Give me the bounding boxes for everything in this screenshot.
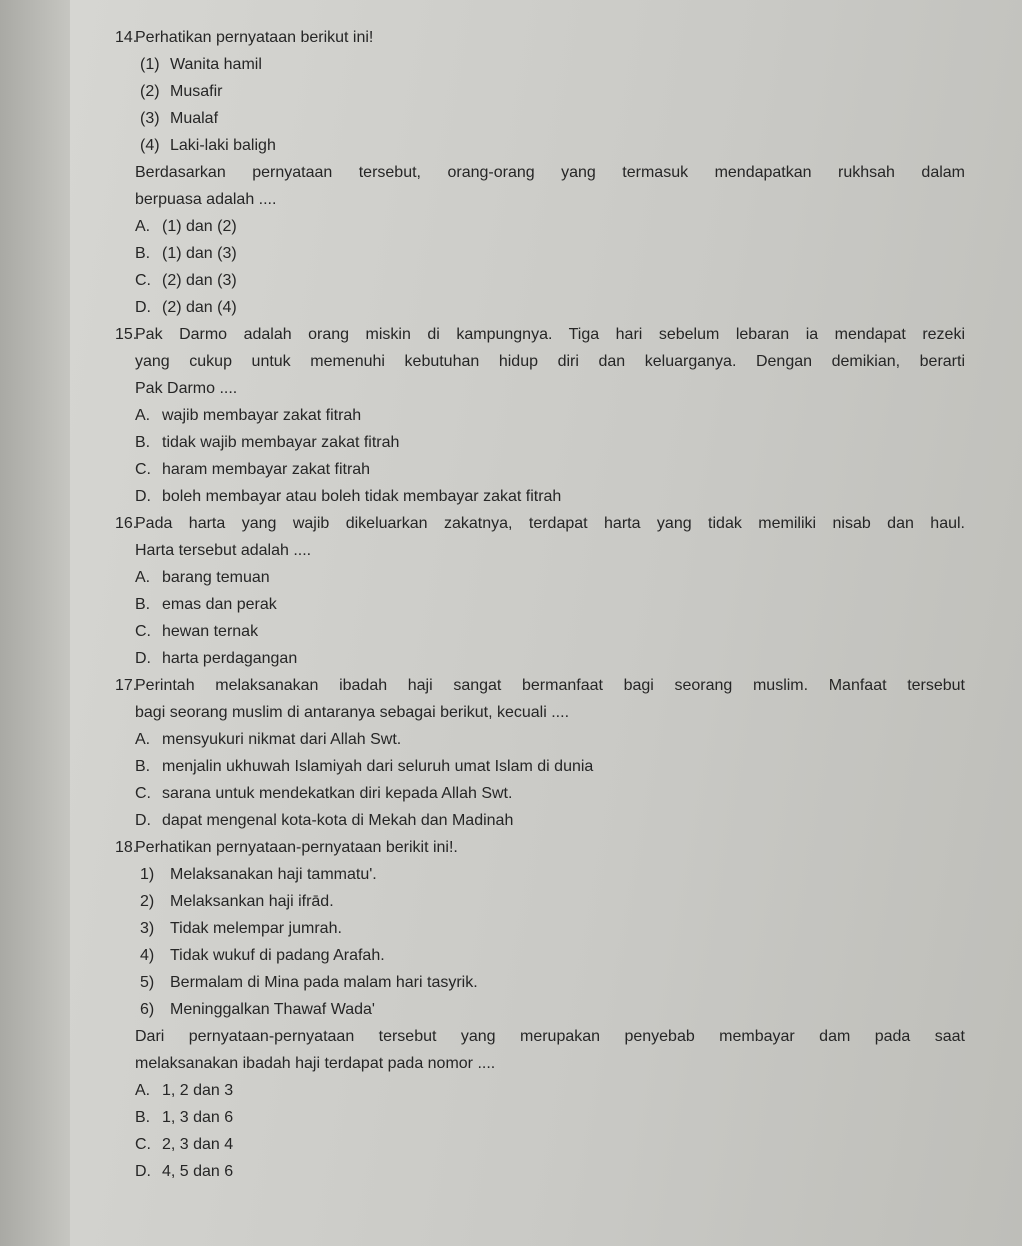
statement-text: Meninggalkan Thawaf Wada' [170,1001,375,1018]
statement-label: 4) [140,947,155,964]
statement-item [115,996,965,1023]
question-line [115,672,965,699]
statement-text: Tidak wukuf di padang Arafah. [170,947,385,964]
statement-text: Tidak melempar jumrah. [170,920,342,937]
question-text-line: yang cukup untuk memenuhi kebutuhan hidup diri dan keluarganya. Dengan demikian, berarti [135,353,965,370]
option-letter: B. [135,245,151,262]
answer-option-a [115,726,965,753]
question-number: 15. [115,326,138,343]
statement-item [115,132,965,159]
option-text: harta perdagangan [162,650,298,667]
answer-option-d [115,807,965,834]
statement-label: (3) [140,110,160,127]
question-text-line: melaksanakan ibadah haji terdapat pada nomor .... [135,1055,496,1072]
option-letter: C. [135,461,151,478]
statement-label: 1) [140,866,155,883]
statement-item [115,51,965,78]
option-letter: D. [135,650,151,667]
answer-option-c [115,1131,965,1158]
option-letter: A. [135,569,151,586]
question-text-line: Pak Darmo .... [135,380,238,397]
question-text-line: Harta tersebut adalah .... [135,542,312,559]
option-text: 1, 2 dan 3 [162,1082,234,1099]
answer-option-b [115,429,965,456]
answer-option-b [115,1104,965,1131]
question-text: Perhatikan pernyataan berikut ini! [135,29,374,46]
option-letter: B. [135,758,151,775]
statement-text: Melaksankan haji ifrād. [170,893,334,910]
statement-text: Mualaf [170,110,219,127]
answer-option-d [115,1158,965,1185]
statement-item [115,78,965,105]
option-text: menjalin ukhuwah Islamiyah dari seluruh umat Islam di dunia [162,758,594,775]
statement-text: Melaksanakan haji tammatu'. [170,866,377,883]
option-letter: D. [135,812,151,829]
answer-option-d [115,483,965,510]
answer-option-d [115,645,965,672]
answer-option-c [115,456,965,483]
statement-text: Bermalam di Mina pada malam hari tasyrik. [170,974,478,991]
statement-text: Laki-laki baligh [170,137,276,154]
answer-option-c [115,618,965,645]
option-text: barang temuan [162,569,270,586]
question-text: Perhatikan pernyataan-pernyataan berikit ini!. [135,839,458,856]
statement-item [115,915,965,942]
page-edge [0,0,70,1246]
statement-item [115,105,965,132]
option-text: tidak wajib membayar zakat fitrah [162,434,400,451]
statement-label: (1) [140,56,160,73]
option-letter: A. [135,1082,151,1099]
option-text: hewan ternak [162,623,259,640]
option-letter: A. [135,731,151,748]
statement-label: 5) [140,974,155,991]
option-letter: B. [135,596,151,613]
question-number: 16. [115,515,138,532]
option-letter: D. [135,299,151,316]
statement-item [115,942,965,969]
option-text: sarana untuk mendekatkan diri kepada Allah Swt. [162,785,513,802]
option-text: (2) dan (3) [162,272,237,289]
option-letter: B. [135,434,151,451]
question-text-line: bagi seorang muslim di antaranya sebagai berikut, kecuali .... [135,704,570,721]
statement-item [115,888,965,915]
statement-label: (4) [140,137,160,154]
option-letter: A. [135,407,151,424]
option-letter: A. [135,218,151,235]
option-text: mensyukuri nikmat dari Allah Swt. [162,731,402,748]
option-letter: D. [135,488,151,505]
question-number: 17. [115,677,138,694]
statement-text: Musafir [170,83,223,100]
question-line [115,24,965,51]
question-number: 18. [115,839,138,856]
statement-item [115,861,965,888]
question-text-line: Dari pernyataan-pernyataan tersebut yang merupakan penyebab membayar dam pada saat [135,1028,965,1045]
answer-option-a [115,402,965,429]
question-line [115,834,965,861]
option-text: wajib membayar zakat fitrah [162,407,362,424]
option-text: dapat mengenal kota-kota di Mekah dan Madinah [162,812,514,829]
question-number: 14. [115,29,138,46]
option-letter: C. [135,1136,151,1153]
answer-option-d [115,294,965,321]
option-text: haram membayar zakat fitrah [162,461,371,478]
option-text: boleh membayar atau boleh tidak membayar zakat fitrah [162,488,562,505]
option-text: (1) dan (3) [162,245,237,262]
answer-option-b [115,240,965,267]
statement-label: 3) [140,920,155,937]
option-text: 1, 3 dan 6 [162,1109,234,1126]
exam-content [115,24,965,1185]
option-text: (1) dan (2) [162,218,237,235]
option-letter: D. [135,1163,151,1180]
option-letter: C. [135,623,151,640]
answer-option-b [115,753,965,780]
question-text: Pada harta yang wajib dikeluarkan zakatnya, terdapat harta yang tidak memiliki nisab dan haul. [135,515,965,532]
statement-label: 2) [140,893,155,910]
option-text: emas dan perak [162,596,277,613]
statement-text: Wanita hamil [170,56,262,73]
answer-option-a [115,1077,965,1104]
answer-option-b [115,591,965,618]
option-letter: C. [135,272,151,289]
answer-option-a [115,213,965,240]
question-text: Pak Darmo adalah orang miskin di kampungnya. Tiga hari sebelum lebaran ia mendapat rezeki [135,326,965,343]
answer-option-c [115,267,965,294]
question-line [115,510,965,537]
option-text: 4, 5 dan 6 [162,1163,234,1180]
question-text-line: berpuasa adalah .... [135,191,277,208]
question-text: Perintah melaksanakan ibadah haji sangat bermanfaat bagi seorang muslim. Manfaat tersebut [135,677,965,694]
question-line [115,321,965,348]
answer-option-c [115,780,965,807]
question-text-line: Berdasarkan pernyataan tersebut, orang-orang yang termasuk mendapatkan rukhsah dalam [135,164,965,181]
statement-item [115,969,965,996]
option-letter: B. [135,1109,151,1126]
answer-option-a [115,564,965,591]
option-text: 2, 3 dan 4 [162,1136,234,1153]
option-letter: C. [135,785,151,802]
statement-label: (2) [140,83,160,100]
option-text: (2) dan (4) [162,299,237,316]
statement-label: 6) [140,1001,155,1018]
